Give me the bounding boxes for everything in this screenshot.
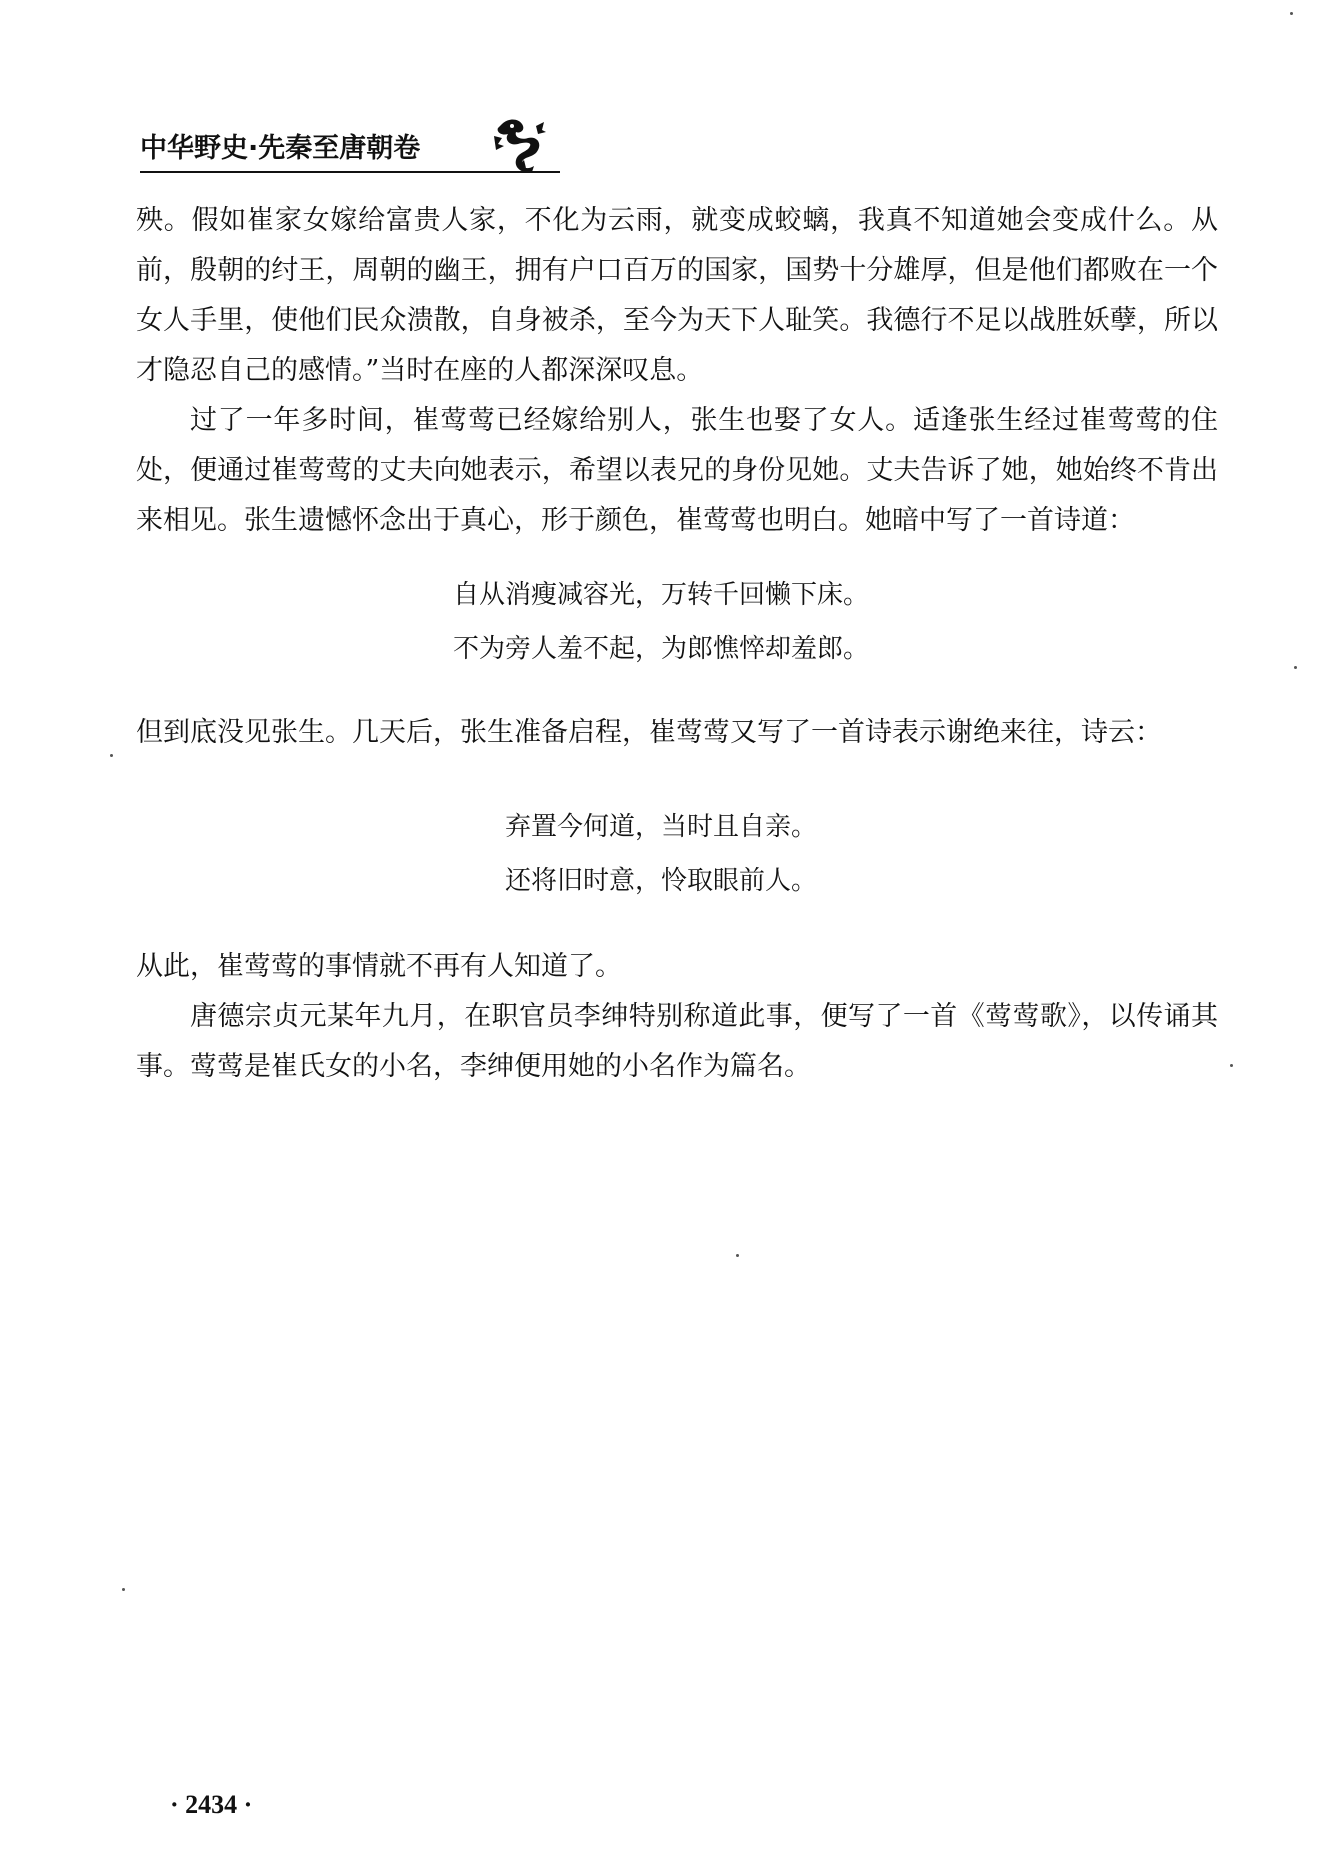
scan-speck (736, 1254, 739, 1257)
poem-line: 自从消瘦减容光，万转千回懒下床。 (452, 580, 869, 610)
header-rule (140, 171, 560, 173)
running-header (140, 118, 560, 178)
paragraph: 唐德宗贞元某年九月，在职官员李绅特别称道此事，便写了一首《莺莺歌》，以传诵其事。莺莺是崔氏女的小名，李绅便用她的小名作为篇名。 (136, 1001, 1218, 1082)
poem-line: 不为旁人羞不起，为郎憔悴却羞郎。 (452, 634, 869, 664)
page-number: · 2434 · (170, 1790, 253, 1819)
poem-1 (0, 568, 1322, 676)
paragraph: 过了一年多时间，崔莺莺已经嫁给别人，张生也娶了女人。适逢张生经过崔莺莺的住处，便通过崔莺莺的丈夫向她表示，希望以表兄的身份见她。丈夫告诉了她，她始终不肯出来相见。张生遗憾怀念出于真心，形于颜色，崔莺莺也明白。她暗中写了一首诗道： (136, 405, 1218, 536)
text-block-top (136, 196, 1218, 546)
scan-speck (1290, 12, 1293, 15)
paragraph-continued: 殃。假如崔家女嫁给富贵人家，不化为云雨，就变成蛟螭，我真不知道她会变成什么。从前，殷朝的纣王，周朝的幽王，拥有户口百万的国家，国势十分雄厚，但是他们都败在一个女人手里，使他们民众溃散，自身被杀，至今为天下人耻笑。我德行不足以战胜妖孽，所以才隐忍自己的感情。”当时在座的人都深深叹息。 (136, 205, 1218, 386)
scan-speck (122, 1588, 125, 1591)
scan-speck (1230, 1064, 1233, 1067)
poem-line: 弃置今何道，当时且自亲。 (504, 812, 817, 842)
book-title: 中华野史·先秦至唐朝卷 (140, 133, 421, 164)
poem-line: 还将旧时意，怜取眼前人。 (504, 866, 817, 896)
poem-2 (0, 800, 1322, 908)
paragraph-continued: 但到底没见张生。几天后，张生准备启程，崔莺莺又写了一首诗表示谢绝来往，诗云： (136, 717, 1162, 748)
paragraph-continued: 从此，崔莺莺的事情就不再有人知道了。 (136, 951, 622, 982)
dragon-icon (488, 116, 548, 174)
text-block-bottom (136, 942, 1218, 1092)
scan-speck (110, 754, 113, 757)
text-block-mid (136, 708, 1218, 758)
scan-speck (1294, 666, 1297, 669)
